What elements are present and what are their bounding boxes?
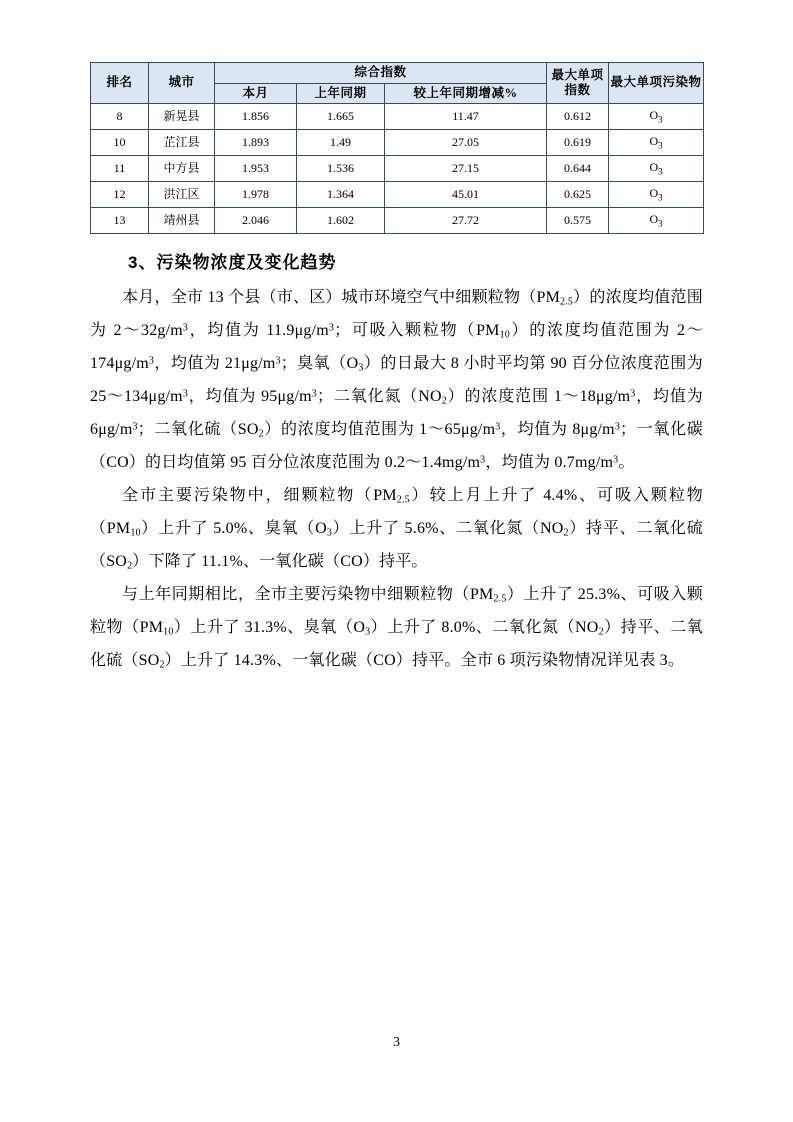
cell-previous: 1.49 bbox=[297, 130, 385, 156]
table-body bbox=[91, 104, 704, 234]
cell-previous: 1.602 bbox=[297, 208, 385, 234]
paragraph-year-over-year: 与上年同期相比，全市主要污染物中细颗粒物$(PM_{2.5})$上升了 25.3%、可吸入颗粒物$(PM_{10})$上升了 31.3%、臭氧$(O_3)$上升了 8.0%、二氧化氮$(NO_2)$持平、二氧化硫$(SO_2)$上升了 14.3%、一氧化碳（CO）持平。全市 6 项污染物情况详见表 3。 bbox=[90, 586, 703, 671]
air-quality-rank-table bbox=[90, 62, 704, 234]
cell-change: 27.72 bbox=[385, 208, 547, 234]
table-header-row-1 bbox=[91, 63, 704, 84]
cell-rank: 12 bbox=[91, 182, 149, 208]
cell-rank: 8 bbox=[91, 104, 149, 130]
cell-rank: 11 bbox=[91, 156, 149, 182]
cell-rank: 13 bbox=[91, 208, 149, 234]
header-current-month: 本月 bbox=[215, 83, 297, 104]
cell-previous: 1.536 bbox=[297, 156, 385, 182]
cell-max-pollutant: $O_3$ bbox=[609, 104, 704, 130]
header-same-period-last-year: 上年同期 bbox=[297, 83, 385, 104]
header-composite-index: 综合指数 bbox=[215, 63, 547, 84]
table-row bbox=[91, 182, 704, 208]
paragraph-concentrations: 本月，全市 13 个县（市、区）城市环境空气中细颗粒物$(PM_{2.5})$的浓度均值范围为 $2\sim 32g/m^3$，均值为 $11.9\mu g/m^3$；可吸入颗粒物$(PM_{10})$的浓度均值范围为 $2\sim 174\mu g/m^3$，均值为 $21\mu g/m^3$；臭氧$(O_3)$的日最大 8 小时平均第 90 百分位浓度范围为 $25\sim 134\mu g/m^3$，均值为 $95\mu g/m^3$；二氧化氮$(NO_2)$的浓度范围 $1\sim 18\mu g/m^3$，均值为 $6\mu g/m^3$；二氧化硫$(SO_2)$的浓度均值范围为 $1\sim 65\mu g/m^3$，均值为 $8\mu g/m^3$；一氧化碳（CO）的日均值第 95 百分位浓度范围为 $0.2\sim 1.4mg/m^3$，均值为 $0.7mg/m^3$。 bbox=[90, 289, 703, 472]
cell-city: 芷江县 bbox=[149, 130, 215, 156]
section-title: 3、污染物浓度及变化趋势 bbox=[128, 253, 337, 273]
cell-previous: 1.364 bbox=[297, 182, 385, 208]
cell-max-pollutant: $O_3$ bbox=[609, 182, 704, 208]
cell-rank: 10 bbox=[91, 130, 149, 156]
table-row bbox=[91, 156, 704, 182]
cell-city: 洪江区 bbox=[149, 182, 215, 208]
cell-change: 45.01 bbox=[385, 182, 547, 208]
header-city: 城市 bbox=[149, 63, 215, 104]
cell-max-index: 0.625 bbox=[547, 182, 609, 208]
header-max-single-index: 最大单项指数 bbox=[547, 63, 609, 104]
cell-current: 1.953 bbox=[215, 156, 297, 182]
cell-max-pollutant: $O_3$ bbox=[609, 130, 704, 156]
paragraph-month-over-month: 全市主要污染物中，细颗粒物$(PM_{2.5})$较上月上升了 4.4%、可吸入颗粒物$(PM_{10})$上升了 5.0%、臭氧$(O_3)$上升了 5.6%、二氧化氮$(NO_2)$持平、二氧化硫$(SO_2)$下降了 11.1%、一氧化碳（CO）持平。 bbox=[90, 487, 703, 572]
cell-max-pollutant: $O_3$ bbox=[609, 208, 704, 234]
cell-max-index: 0.619 bbox=[547, 130, 609, 156]
header-rank: 排名 bbox=[91, 63, 149, 104]
cell-change: 11.47 bbox=[385, 104, 547, 130]
cell-max-pollutant: $O_3$ bbox=[609, 156, 704, 182]
cell-max-index: 0.644 bbox=[547, 156, 609, 182]
cell-change: 27.05 bbox=[385, 130, 547, 156]
table-row bbox=[91, 130, 704, 156]
cell-current: 1.893 bbox=[215, 130, 297, 156]
header-max-single-pollutant: 最大单项污染物 bbox=[609, 63, 704, 104]
cell-max-index: 0.575 bbox=[547, 208, 609, 234]
cell-city: 新晃县 bbox=[149, 104, 215, 130]
table-header bbox=[91, 63, 704, 104]
page-number: 3 bbox=[393, 1035, 400, 1050]
cell-current: 1.978 bbox=[215, 182, 297, 208]
cell-current: 1.856 bbox=[215, 104, 297, 130]
cell-current: 2.046 bbox=[215, 208, 297, 234]
table-row bbox=[91, 208, 704, 234]
cell-change: 27.15 bbox=[385, 156, 547, 182]
header-change-vs-last-year: 较上年同期增减% bbox=[385, 83, 547, 104]
cell-max-index: 0.612 bbox=[547, 104, 609, 130]
table-row bbox=[91, 104, 704, 130]
cell-city: 靖州县 bbox=[149, 208, 215, 234]
cell-previous: 1.665 bbox=[297, 104, 385, 130]
cell-city: 中方县 bbox=[149, 156, 215, 182]
